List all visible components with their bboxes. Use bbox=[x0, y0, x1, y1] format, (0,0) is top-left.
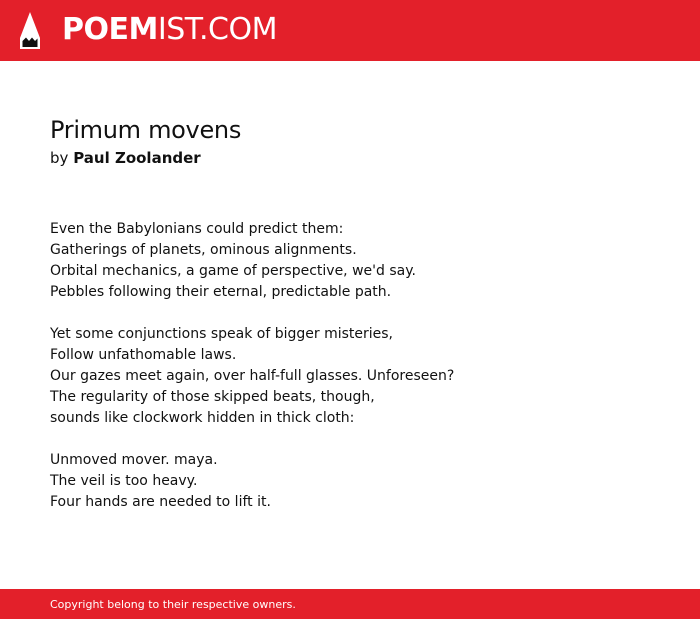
pencil-tip-icon bbox=[18, 11, 42, 51]
copyright-text: Copyright belong to their respective owners. bbox=[50, 598, 296, 611]
stanza bbox=[50, 324, 670, 429]
site-header bbox=[0, 0, 700, 61]
poem-line: Our gazes meet again, over half-full glasses. Unforeseen? bbox=[50, 368, 455, 384]
poem-line: Follow unfathomable laws. bbox=[50, 347, 237, 363]
poem-line: The regularity of those skipped beats, though, bbox=[50, 389, 375, 405]
site-footer bbox=[0, 589, 700, 619]
poem-line: Even the Babylonians could predict them: bbox=[50, 221, 344, 237]
poem-content bbox=[50, 113, 670, 534]
poem-body bbox=[50, 219, 670, 513]
poem-title: Primum movens bbox=[50, 116, 242, 144]
poem-line: Yet some conjunctions speak of bigger misteries, bbox=[50, 326, 394, 342]
byline bbox=[50, 147, 670, 169]
stanza bbox=[50, 450, 670, 513]
poem-line: Gatherings of planets, ominous alignments. bbox=[50, 242, 357, 258]
byline-prefix: by bbox=[50, 149, 69, 167]
stanza bbox=[50, 219, 670, 303]
poem-line: sounds like clockwork hidden in thick cloth: bbox=[50, 410, 355, 426]
author-name: Paul Zoolander bbox=[73, 149, 201, 167]
poem-line: Unmoved mover. maya. bbox=[50, 452, 218, 468]
site-logo[interactable] bbox=[62, 12, 277, 48]
logo-text-bold: POEM bbox=[62, 12, 158, 47]
logo-text-light: IST.COM bbox=[157, 12, 277, 47]
poem-line: Pebbles following their eternal, predictable path. bbox=[50, 284, 392, 300]
poem-line: The veil is too heavy. bbox=[50, 473, 198, 489]
poem-line: Orbital mechanics, a game of perspective, we'd say. bbox=[50, 263, 416, 279]
poem-line: Four hands are needed to lift it. bbox=[50, 494, 271, 510]
